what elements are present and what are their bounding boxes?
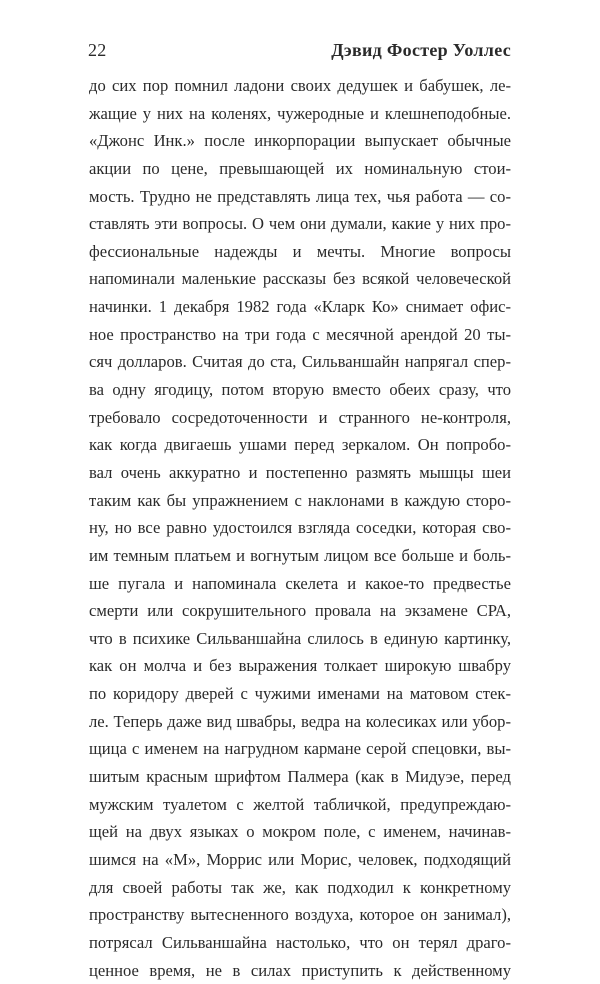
page-number: 22: [88, 40, 106, 61]
text-line: что в психике Сильваншайна слилось в единую картинку,: [89, 625, 511, 653]
text-line: таким как бы упражнением с наклонами в каждую сторо-: [89, 487, 511, 515]
text-line: щей на двух языках о мокром поле, с именем, начинав-: [89, 818, 511, 846]
text-line: потрясал Сильваншайна настолько, что он терял драго-: [89, 929, 511, 957]
body-text: [89, 72, 511, 984]
text-line: требовало сосредоточенности и странного не-контроля,: [89, 404, 511, 432]
text-line: как он молча и без выражения толкает широкую швабру: [89, 652, 511, 680]
text-line: до сих пор помнил ладони своих дедушек и бабушек, ле-: [89, 72, 511, 100]
text-line: ше пугала и напоминала скелета и какое-то предвестье: [89, 570, 511, 598]
text-line: им темным платьем и вогнутым лицом все больше и боль-: [89, 542, 511, 570]
text-line: вал очень аккуратно и постепенно размять мышцы шеи: [89, 459, 511, 487]
text-line: пространству вытесненного воздуха, которое он занимал),: [89, 901, 511, 929]
text-line: смерти или сокрушительного провала на экзамене СРА,: [89, 597, 511, 625]
text-line: ценное время, не в силах приступить к действенному: [89, 957, 511, 984]
text-line: сяч долларов. Считая до ста, Сильваншайн напрягал спер-: [89, 348, 511, 376]
text-line: фессиональные надежды и мечты. Многие вопросы: [89, 238, 511, 266]
text-line: шитым красным шрифтом Палмера (как в Мидуэе, перед: [89, 763, 511, 791]
text-line: ле. Теперь даже вид швабры, ведра на колесиках или убор-: [89, 708, 511, 736]
text-line: мужским туалетом с желтой табличкой, предупреждаю-: [89, 791, 511, 819]
text-line: шимся на «М», Моррис или Морис, человек, подходящий: [89, 846, 511, 874]
text-line: жащие у них на коленях, чужеродные и клешнеподобные.: [89, 100, 511, 128]
text-line: ва одну ягодицу, потом вторую вместо обеих сразу, что: [89, 376, 511, 404]
text-line: как когда двигаешь ушами перед зеркалом. Он попробо-: [89, 431, 511, 459]
text-line: начинки. 1 декабря 1982 года «Кларк Ко» снимает офис-: [89, 293, 511, 321]
text-line: ставлять эти вопросы. О чем они думали, какие у них про-: [89, 210, 511, 238]
text-line: акции по цене, превышающей их номинальную стои-: [89, 155, 511, 183]
text-line: «Джонс Инк.» после инкорпорации выпускает обычные: [89, 127, 511, 155]
text-line: мость. Трудно не представлять лица тех, чья работа — со-: [89, 183, 511, 211]
text-line: ну, но все равно удостоился взгляда соседки, которая сво-: [89, 514, 511, 542]
page-header: [88, 40, 511, 68]
text-line: по коридору дверей с чужими именами на матовом стек-: [89, 680, 511, 708]
text-line: ное пространство на три года с месячной арендой 20 ты-: [89, 321, 511, 349]
text-line: для своей работы так же, как подходил к конкретному: [89, 874, 511, 902]
text-line: щица с именем на нагрудном кармане серой спецовки, вы-: [89, 735, 511, 763]
text-line: напоминали маленькие рассказы без всякой человеческой: [89, 265, 511, 293]
running-head-author: Дэвид Фостер Уоллес: [331, 40, 511, 61]
